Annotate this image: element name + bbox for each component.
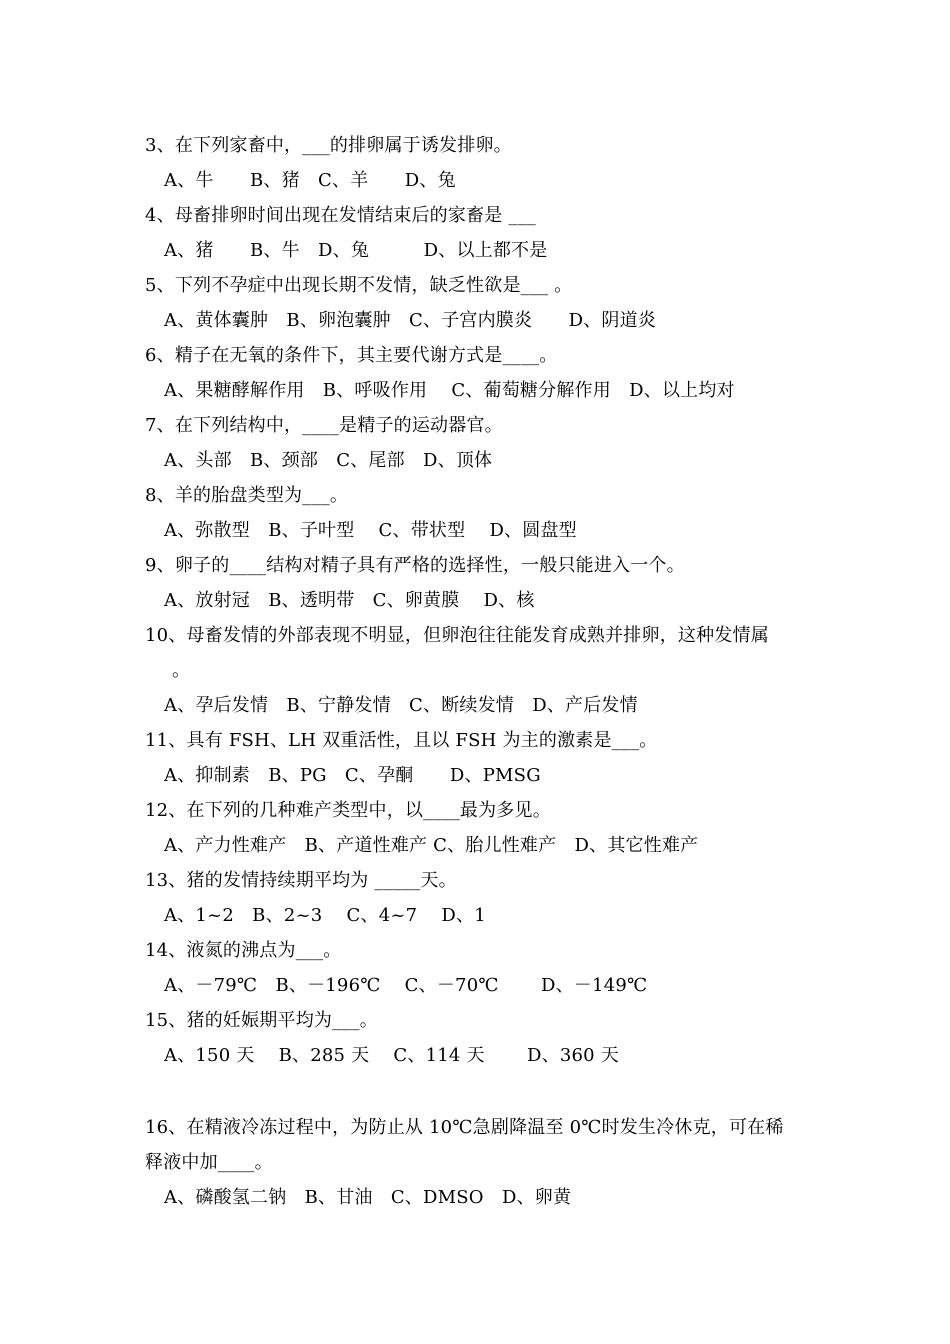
- question-3-options: A、牛 B、猪 C、羊 D、兔: [164, 170, 456, 191]
- question-9-options: A、放射冠 B、透明带 C、卵黄膜 D、核: [164, 590, 535, 611]
- question-16-stem: 16、在精液冷冻过程中，为防止从 10℃急剧降温至 0℃时发生冷休克，可在稀: [145, 1117, 784, 1138]
- question-13-stem: 13、猪的发情持续期平均为 _____天。: [145, 870, 457, 891]
- question-15-stem: 15、猪的妊娠期平均为___。: [145, 1010, 378, 1031]
- question-3-stem: 3、在下列家畜中，___的排卵属于诱发排卵。: [145, 135, 512, 156]
- question-6-stem: 6、精子在无氧的条件下，其主要代谢方式是____。: [145, 345, 558, 366]
- question-16-options: A、磷酸氢二钠 B、甘油 C、DMSO D、卵黄: [164, 1187, 572, 1208]
- question-7-stem: 7、在下列结构中，____是精子的运动器官。: [145, 415, 503, 436]
- question-10-stem-continuation: 。: [172, 660, 191, 681]
- question-4-stem: 4、母畜排卵时间出现在发情结束后的家畜是 ___: [145, 205, 536, 226]
- question-8-options: A、弥散型 B、子叶型 C、带状型 D、圆盘型: [164, 520, 577, 541]
- question-9-stem: 9、卵子的____结构对精子具有严格的选择性，一般只能进入一个。: [145, 555, 685, 576]
- question-5-options: A、黄体囊肿 B、卵泡囊肿 C、子宫内膜炎 D、阴道炎: [164, 310, 657, 331]
- question-10-options: A、孕后发情 B、宁静发情 C、断续发情 D、产后发情: [164, 695, 638, 716]
- question-12-options: A、产力性难产 B、产道性难产 C、胎儿性难产 D、其它性难产: [164, 835, 699, 856]
- question-6-options: A、果糖酵解作用 B、呼吸作用 C、葡萄糖分解作用 D、以上均对: [164, 380, 735, 401]
- question-11-options: A、抑制素 B、PG C、孕酮 D、PMSG: [164, 765, 541, 786]
- question-11-stem: 11、具有 FSH、LH 双重活性，且以 FSH 为主的激素是___。: [145, 730, 658, 751]
- question-8-stem: 8、羊的胎盘类型为___。: [145, 485, 349, 506]
- question-14-options: A、－79℃ B、－196℃ C、－70℃ D、－149℃: [164, 975, 648, 996]
- question-4-options: A、猪 B、牛 D、兔 D、以上都不是: [164, 240, 548, 261]
- question-14-stem: 14、液氮的沸点为___。: [145, 940, 342, 961]
- question-12-stem: 12、在下列的几种难产类型中，以____最为多见。: [145, 800, 551, 821]
- question-13-options: A、1~2 B、2~3 C、4~7 D、1: [164, 905, 486, 926]
- question-7-options: A、头部 B、颈部 C、尾部 D、顶体: [164, 450, 493, 471]
- question-15-options: A、150 天 B、285 天 C、114 天 D、360 天: [164, 1045, 619, 1066]
- question-10-stem: 10、母畜发情的外部表现不明显，但卵泡往往能发育成熟并排卵，这种发情属: [145, 625, 769, 646]
- question-5-stem: 5、下列不孕症中出现长期不发情，缺乏性欲是___ 。: [145, 275, 573, 296]
- question-16-stem-continuation: 释液中加____。: [145, 1152, 273, 1173]
